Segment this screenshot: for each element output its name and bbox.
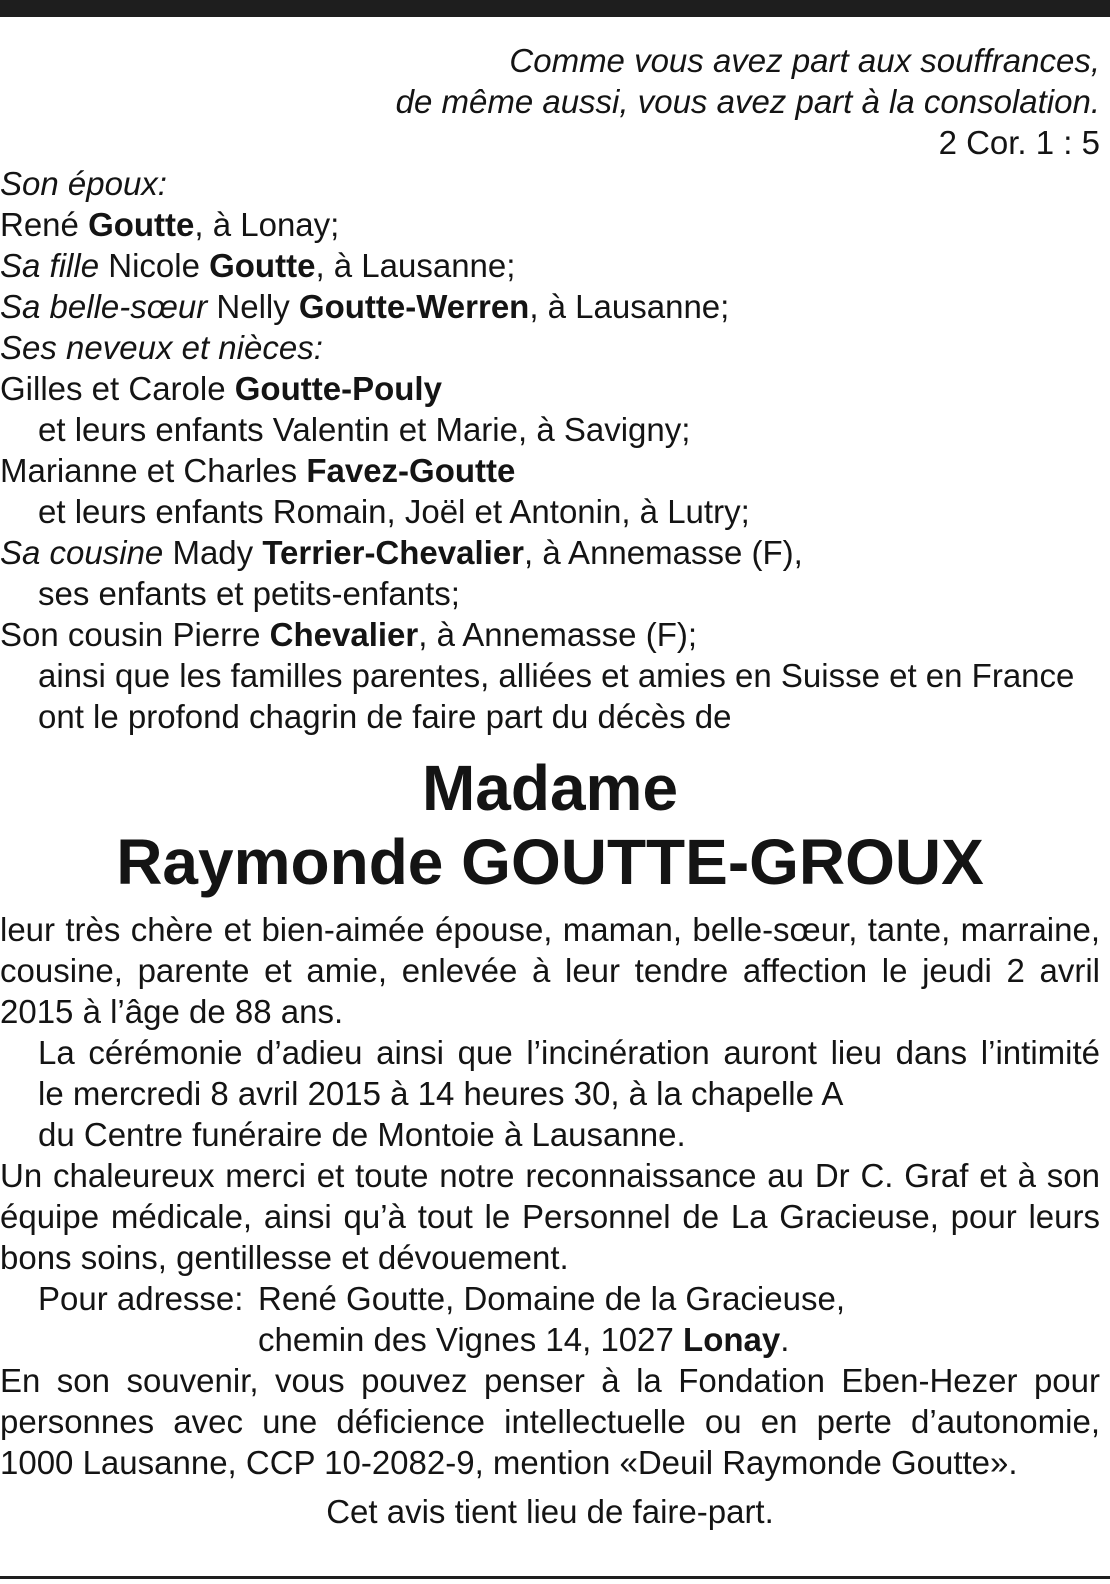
description-line-1: leur très chère et bien-aimée épouse, maman, belle-sœur, tante, marraine, — [0, 911, 1100, 948]
deceased-title: Madame — [421, 752, 679, 824]
donation-line-3: 1000 Lausanne, CCP 10-2082-9, mention «Deuil Raymonde Goutte». — [0, 1444, 1018, 1481]
closing-note: Cet avis tient lieu de faire-part. — [326, 1493, 774, 1530]
epigraph-reference: 2 Cor. 1 : 5 — [938, 124, 1100, 161]
donation-line-2: personnes avec une déficience intellectuelle ou en perte d’autonomie, — [0, 1403, 1100, 1440]
address-line-1: René Goutte, Domaine de la Gracieuse, — [258, 1280, 845, 1317]
epigraph-line-1: Comme vous avez part aux souffrances, — [509, 42, 1100, 79]
address-line-2: chemin des Vignes 14, 1027 Lonay. — [258, 1321, 790, 1358]
nephew-2-children: et leurs enfants Romain, Joël et Antonin, à Lutry; — [38, 493, 750, 530]
nephew-2-line: Marianne et Charles Favez-Goutte — [0, 452, 516, 489]
nephew-1-line: Gilles et Carole Goutte-Pouly — [0, 370, 442, 407]
female-cousin-line: Sa cousine Mady Terrier-Chevalier, à Annemasse (F), — [0, 534, 803, 571]
obituary-notice — [0, 40, 1100, 1532]
bottom-rule — [0, 1576, 1110, 1579]
address-row-2 — [0, 1319, 1100, 1360]
nephews-label: Ses neveux et nièces: — [0, 329, 323, 366]
others-line-1: ainsi que les familles parentes, alliées et amies en Suisse et en France — [38, 657, 1075, 694]
description-line-3: 2015 à l’âge de 88 ans. — [0, 993, 344, 1030]
address-row-1 — [0, 1278, 1100, 1319]
thanks-line-1: Un chaleureux merci et toute notre reconnaissance au Dr C. Graf et à son — [0, 1157, 1100, 1194]
nephew-1-children: et leurs enfants Valentin et Marie, à Savigny; — [38, 411, 691, 448]
ceremony-line-2: le mercredi 8 avril 2015 à 14 heures 30, à la chapelle A — [38, 1075, 844, 1112]
deceased-name — [0, 751, 1100, 899]
ceremony-line-3: du Centre funéraire de Montoie à Lausanne. — [38, 1116, 686, 1153]
spouse-line: René Goutte, à Lonay; — [0, 206, 340, 243]
epigraph-line-2: de même aussi, vous avez part à la consolation. — [395, 83, 1100, 120]
donation-line-1: En son souvenir, vous pouvez penser à la Fondation Eben-Hezer pour — [0, 1362, 1100, 1399]
thanks-line-3: bons soins, gentillesse et dévouement. — [0, 1239, 569, 1276]
top-rule — [0, 0, 1110, 17]
spouse-label: Son époux: — [0, 165, 167, 202]
male-cousin-line: Son cousin Pierre Chevalier, à Annemasse (F); — [0, 616, 698, 653]
sister-in-law-line: Sa belle-sœur Nelly Goutte-Werren, à Lausanne; — [0, 288, 730, 325]
ceremony-line-1: La cérémonie d’adieu ainsi que l’incinération auront lieu dans l’intimité — [38, 1034, 1100, 1071]
deceased-full-name: Raymonde GOUTTE-GROUX — [116, 826, 984, 898]
others-line-2: ont le profond chagrin de faire part du décès de — [38, 698, 732, 735]
description-line-2: cousine, parente et amie, enlevée à leur tendre affection le jeudi 2 avril — [0, 952, 1100, 989]
thanks-line-2: équipe médicale, ainsi qu’à tout le Personnel de La Gracieuse, pour leurs — [0, 1198, 1100, 1235]
address-label: Pour adresse: — [38, 1280, 244, 1317]
female-cousin-children: ses enfants et petits-enfants; — [38, 575, 460, 612]
daughter-line: Sa fille Nicole Goutte, à Lausanne; — [0, 247, 516, 284]
